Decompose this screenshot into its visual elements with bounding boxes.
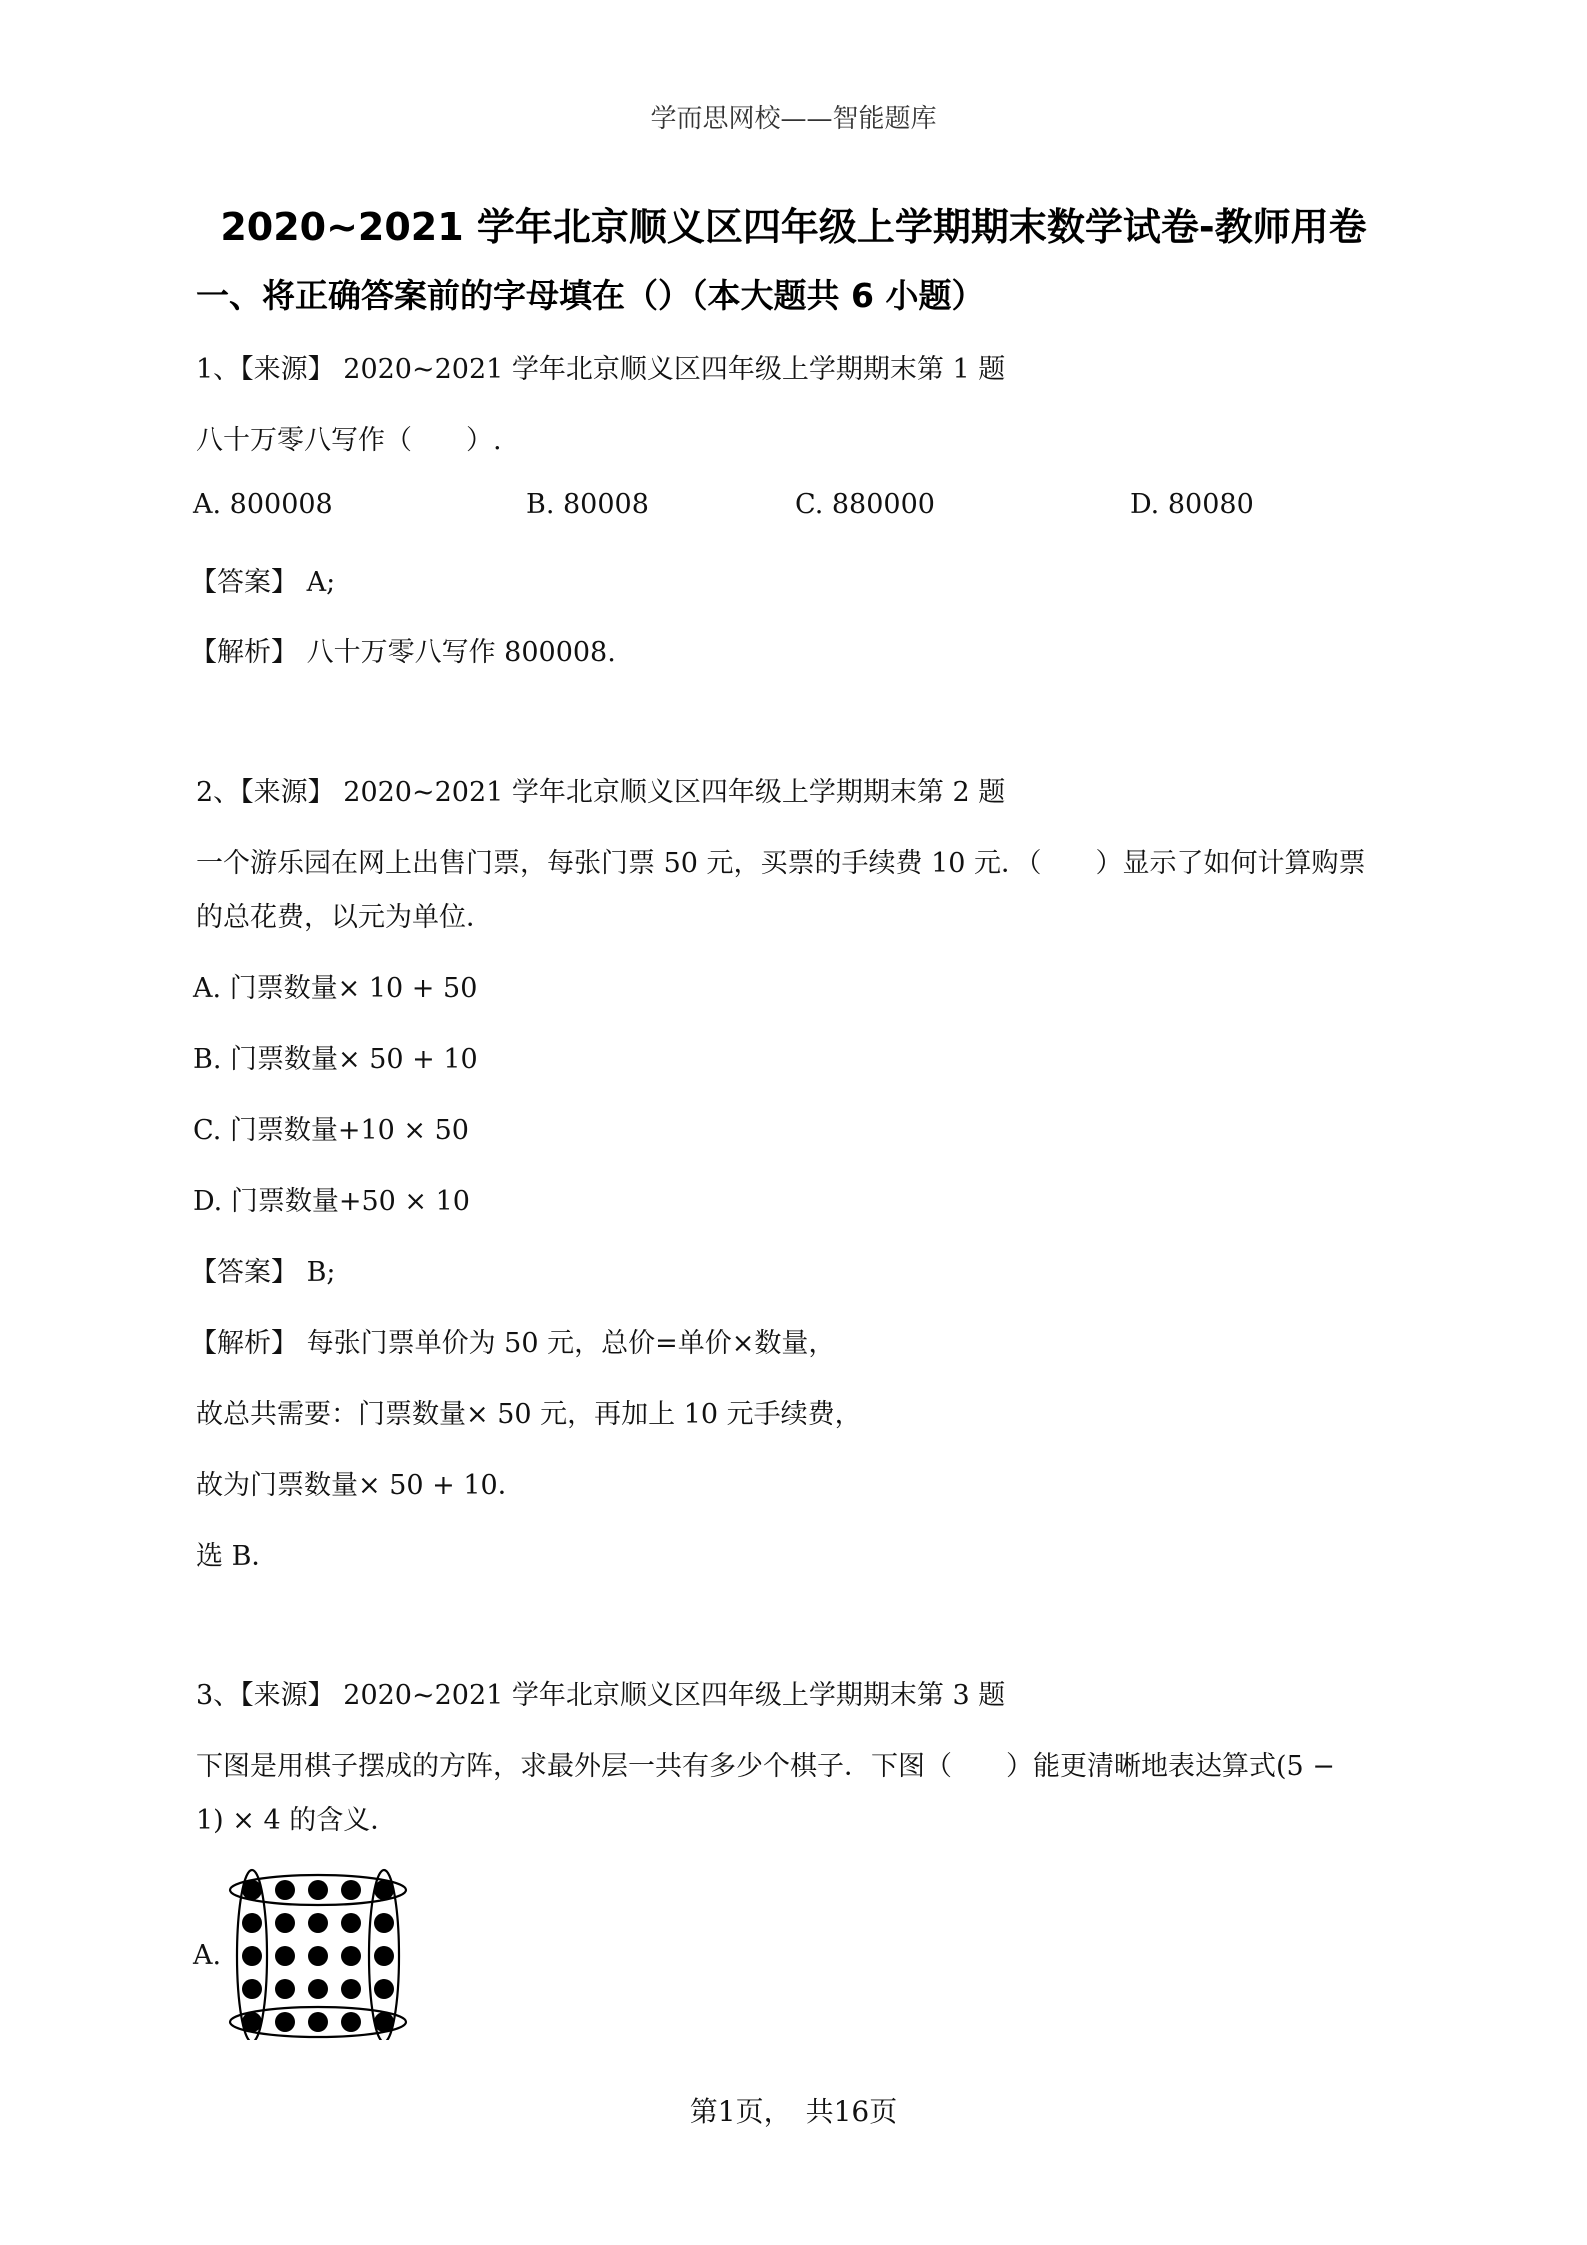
q1-source: 1、【来源】 2020~2021 学年北京顺义区四年级上学期期末第 1 题 xyxy=(196,354,1006,385)
q2-option-c: C. 门票数量+10 × 50 xyxy=(193,1115,469,1146)
q2-analysis-line: 【解析】 每张门票单价为 50 元，总价=单价×数量， xyxy=(190,1328,836,1359)
q1-option-d: D. 80080 xyxy=(1130,489,1254,520)
q3-option-a-label: A. xyxy=(193,1940,222,1971)
q2-analysis-line: 故为门票数量× 50 + 10． xyxy=(196,1470,525,1501)
q2-option-a: A. 门票数量× 10 + 50 xyxy=(193,973,478,1004)
q1-option-a: A. 800008 xyxy=(193,489,333,520)
q3-source: 3、【来源】 2020~2021 学年北京顺义区四年级上学期期末第 3 题 xyxy=(196,1680,1006,1711)
q2-option-b: B. 门票数量× 50 + 10 xyxy=(193,1044,478,1075)
q1-option-c: C. 880000 xyxy=(795,489,935,520)
q1-stem: 八十万零八写作（ ）. xyxy=(196,425,502,456)
page-footer: 第1页， 共16页 xyxy=(689,2095,898,2128)
q2-option-d: D. 门票数量+50 × 10 xyxy=(193,1186,470,1217)
q2-source: 2、【来源】 2020~2021 学年北京顺义区四年级上学期期末第 2 题 xyxy=(196,777,1006,808)
page-title: 2020~2021 学年北京顺义区四年级上学期期末数学试卷-教师用卷 xyxy=(220,205,1367,249)
q3-stem-line2: 1) × 4 的含义． xyxy=(196,1805,398,1836)
section-title: 一、将正确答案前的字母填在（）（本大题共 6 小题） xyxy=(196,276,985,315)
q1-analysis: 【解析】 八十万零八写作 800008. xyxy=(190,637,616,668)
q1-answer: 【答案】 A; xyxy=(190,567,336,598)
q3-stem-line1: 下图是用棋子摆成的方阵，求最外层一共有多少个棋子．下图（ ）能更清晰地表达算式(5 − xyxy=(196,1751,1335,1782)
q2-stem-line2: 的总花费，以元为单位． xyxy=(196,902,493,933)
q1-option-b: B. 80008 xyxy=(526,489,649,520)
q3-option-a-figure xyxy=(222,1860,422,2040)
page-header: 学而思网校——智能题库 xyxy=(650,104,937,134)
q2-stem-line1: 一个游乐园在网上出售门票，每张门票 50 元，买票的手续费 10 元．（ ）显示了如何计算购票 xyxy=(196,848,1366,879)
q2-analysis-line: 故总共需要：门票数量× 50 元，再加上 10 元手续费， xyxy=(196,1399,862,1430)
q2-analysis-line: 选 B． xyxy=(196,1541,279,1572)
q2-answer: 【答案】 B; xyxy=(190,1257,336,1288)
